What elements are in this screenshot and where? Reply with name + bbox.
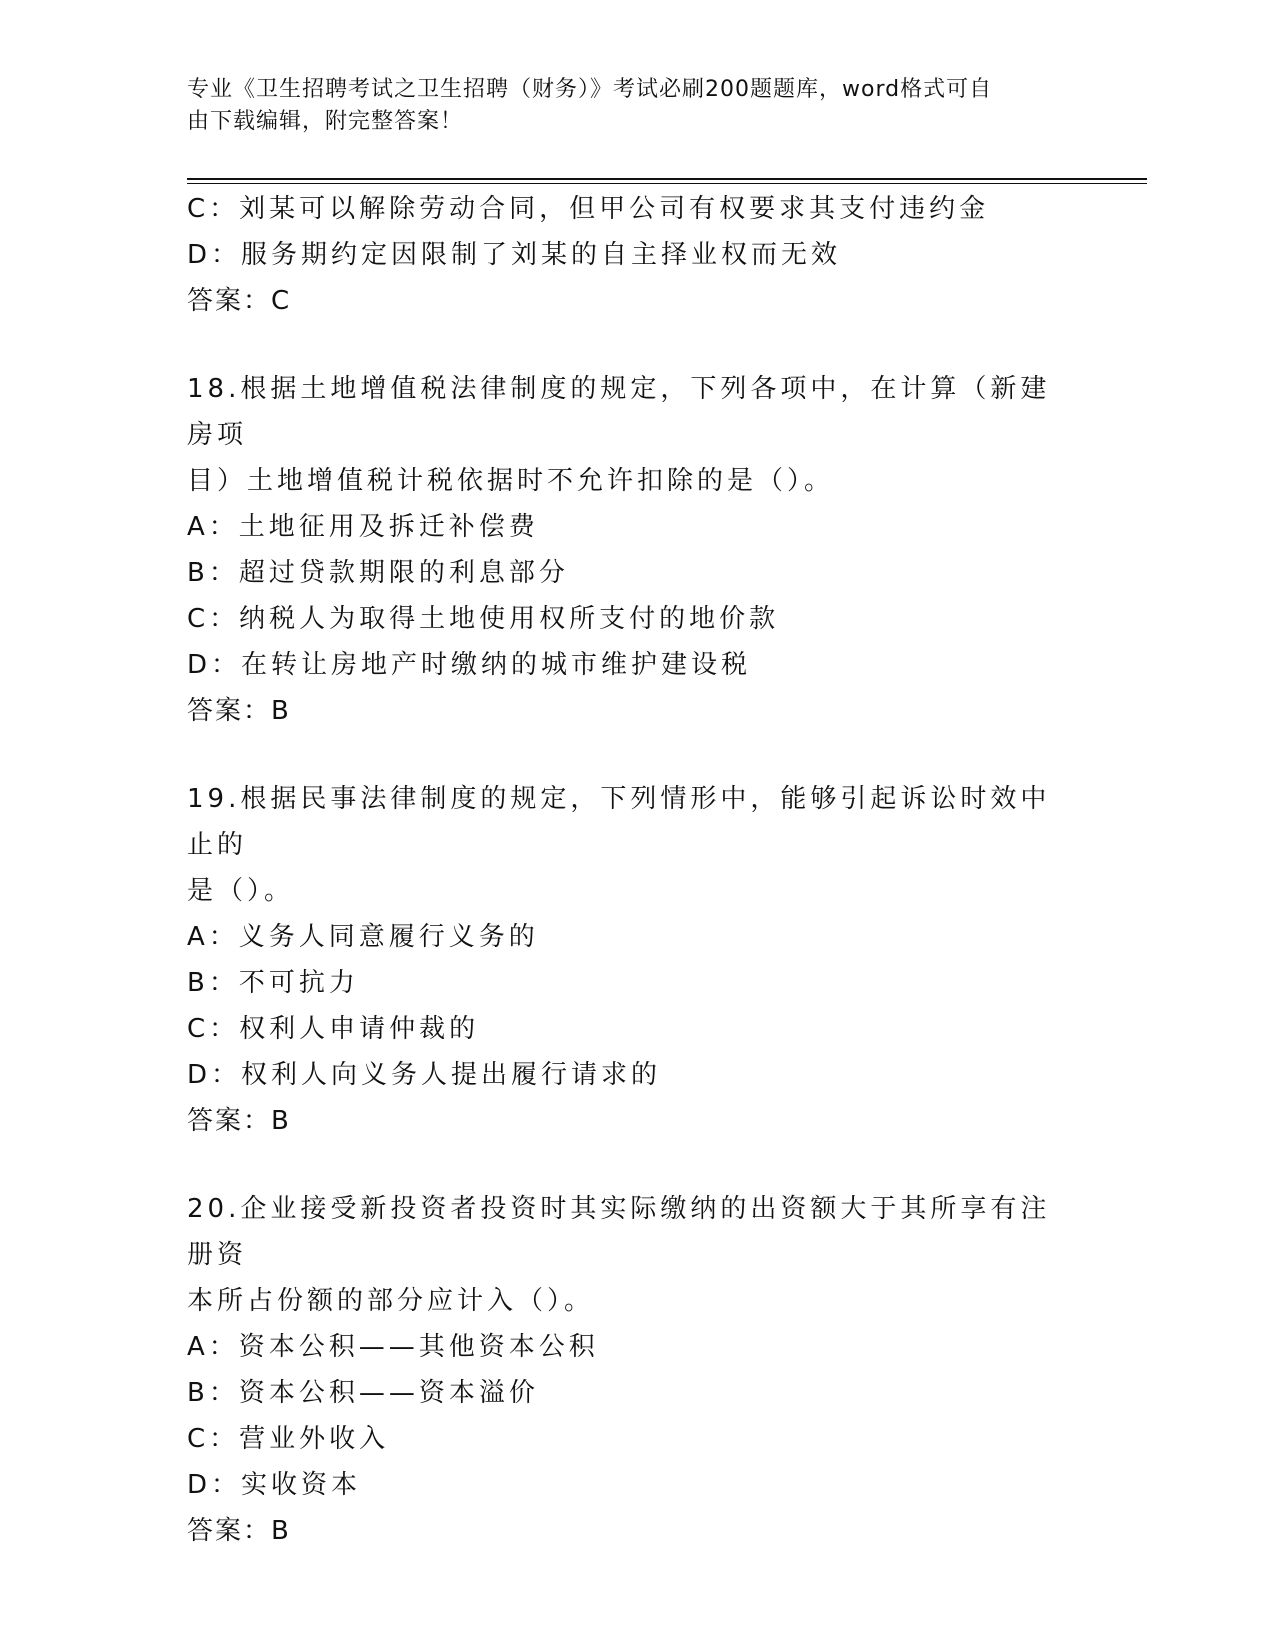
option-b: B：超过贷款期限的利息部分 bbox=[187, 558, 569, 588]
header-rule-thick bbox=[187, 178, 1147, 180]
option-a: A：资本公积——其他资本公积 bbox=[187, 1332, 599, 1362]
question-text-line-2: 目）土地增值税计税依据时不允许扣除的是（）。 bbox=[187, 466, 835, 496]
answer: 答案：B bbox=[187, 1106, 291, 1136]
spacer bbox=[187, 734, 1087, 776]
question-17-continued bbox=[187, 186, 1087, 324]
option-c: C：纳税人为取得土地使用权所支付的地价款 bbox=[187, 604, 780, 634]
header-line-1: 专业《卫生招聘考试之卫生招聘（财务）》考试必刷200题题库，word格式可自 bbox=[187, 77, 993, 102]
answer: 答案：B bbox=[187, 696, 291, 726]
option-c: C：刘某可以解除劳动合同，但甲公司有权要求其支付违约金 bbox=[187, 194, 990, 224]
answer: 答案：C bbox=[187, 286, 292, 316]
option-a: A：土地征用及拆迁补偿费 bbox=[187, 512, 539, 542]
option-b: B：不可抗力 bbox=[187, 968, 359, 998]
option-d: D：在转让房地产时缴纳的城市维护建设税 bbox=[187, 650, 752, 680]
answer: 答案：B bbox=[187, 1516, 291, 1546]
option-c: C：权利人申请仲裁的 bbox=[187, 1014, 480, 1044]
header-line-2: 由下载编辑，附完整答案！ bbox=[187, 109, 464, 134]
spacer bbox=[187, 1144, 1087, 1186]
question-text-line-2: 本所占份额的部分应计入（）。 bbox=[187, 1286, 595, 1316]
option-d: D：服务期约定因限制了刘某的自主择业权而无效 bbox=[187, 240, 842, 270]
question-text-line-1: 19.根据民事法律制度的规定，下列情形中，能够引起诉讼时效中止的 bbox=[187, 784, 1051, 860]
option-d: D：权利人向义务人提出履行请求的 bbox=[187, 1060, 662, 1090]
option-a: A：义务人同意履行义务的 bbox=[187, 922, 539, 952]
question-text-line-2: 是（）。 bbox=[187, 876, 295, 906]
document-body bbox=[187, 186, 1087, 1554]
question-20 bbox=[187, 1186, 1087, 1554]
question-19 bbox=[187, 776, 1087, 1144]
option-b: B：资本公积——资本溢价 bbox=[187, 1378, 539, 1408]
question-18 bbox=[187, 366, 1087, 734]
question-text-line-1: 20.企业接受新投资者投资时其实际缴纳的出资额大于其所享有注册资 bbox=[187, 1194, 1051, 1270]
spacer bbox=[187, 324, 1087, 366]
option-d: D：实收资本 bbox=[187, 1470, 362, 1500]
option-c: C：营业外收入 bbox=[187, 1424, 390, 1454]
question-text-line-1: 18.根据土地增值税法律制度的规定，下列各项中，在计算（新建房项 bbox=[187, 374, 1051, 450]
document-header bbox=[187, 74, 1067, 138]
header-rule-thin bbox=[187, 183, 1147, 184]
